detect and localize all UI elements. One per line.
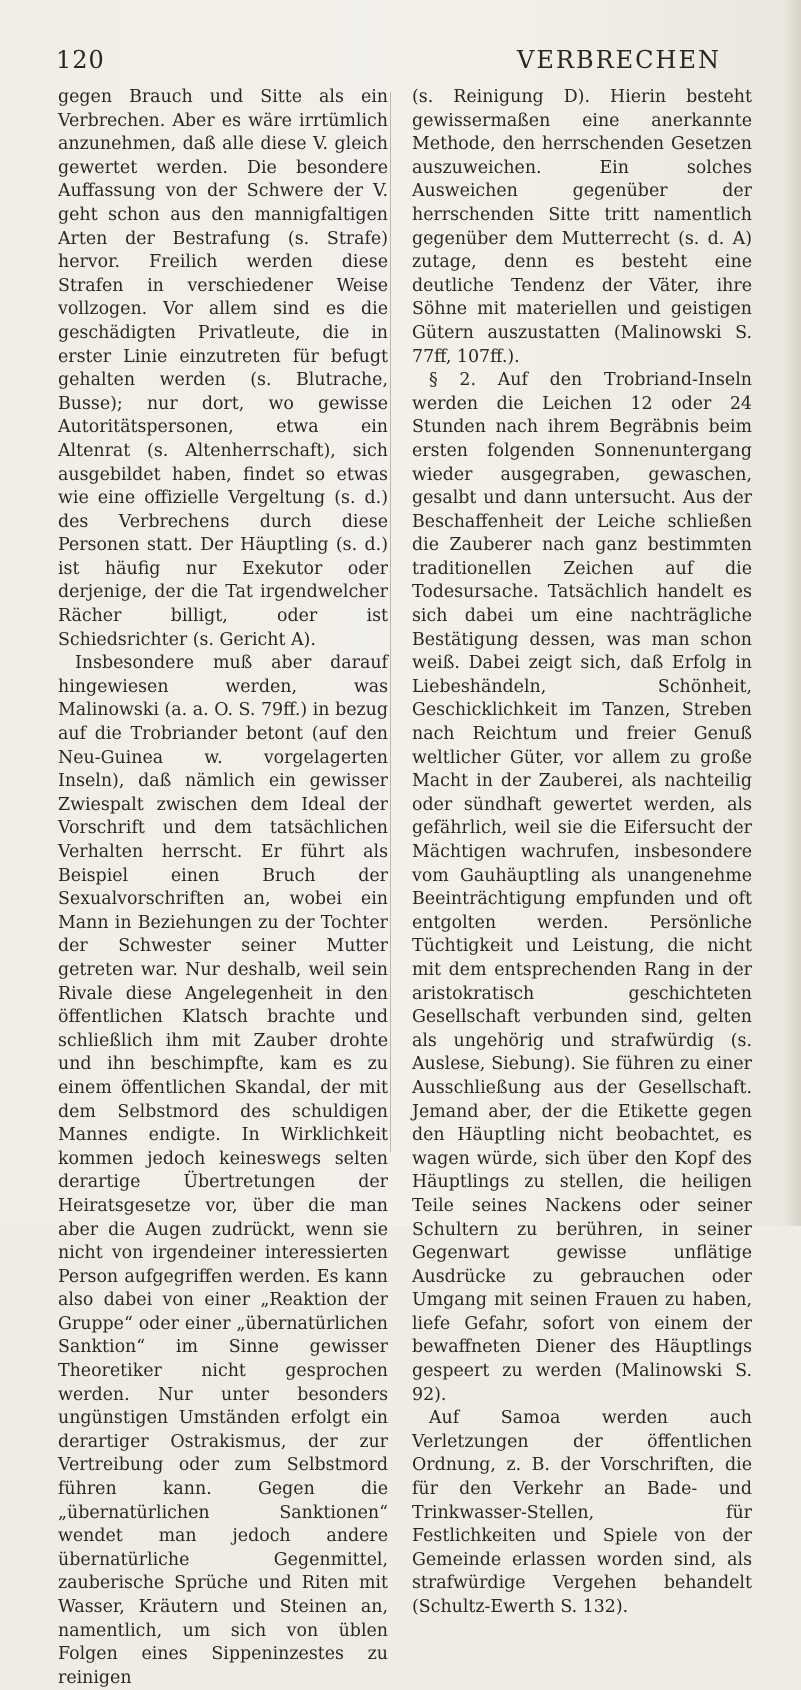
right-column: [412, 86, 752, 1620]
page-edge-shadow: [783, 0, 801, 1226]
right-paragraph-3: Auf Samoa werden auch Verletzungen der öffentlichen Ordnung, z. B. der Vorschriften, die für den Verkehr an Bade- und Trinkwasser-Stellen, für Festlichkeiten und Spiele von der Gemeinde erlassen worden sind, als strafwürdige Vergehen behandelt (Schultz-Ewerth S. 132).: [412, 1408, 752, 1617]
right-paragraph-1: (s. Reinigung D). Hierin besteht gewissermaßen eine anerkannte Methode, den herrschenden Gesetzen auszuweichen. Ein solches Ausweichen gegenüber der herrschenden Sitte tritt namentlich gegenüber dem Mutterrecht (s. d. A) zutage, denn es besteht eine deutliche Tendenz der Väter, ihre Söhne mit materiellen und geistigen Gütern auszustatten (Malinowski S. 77ff, 107ff.).: [412, 87, 752, 367]
column-divider: [390, 92, 391, 1152]
running-title: VERBRECHEN: [517, 46, 721, 74]
page-number: 120: [56, 46, 105, 74]
right-paragraph-2: § 2. Auf den Trobriand-Inseln werden die Leichen 12 oder 24 Stunden nach ihrem Begräbnis beim ersten folgenden Sonnenuntergang wieder ausgegraben, gewaschen, gesalbt und dann untersucht. Aus der Beschaffenheit der Leiche schließen die Zauberer nach ganz bestimmten traditionellen Zeichen auf die Todesursache. Tatsächlich handelt es sich dabei um eine nachträgliche Bestätigung dessen, was man schon weiß. Dabei zeigt sich, daß Erfolg in Liebeshändeln, Schönheit, Geschicklichkeit im Tanzen, Streben nach Reichtum und freier Genuß weltlicher Güter, vor allem zu große Macht in der Zauberei, als nachteilig oder sündhaft gewertet werden, als gefährlich, weil sie die Eifersucht der Mächtigen wachrufen, insbesondere vom Gauhäuptling als unangenehme Beeinträchtigung empfunden und oft entgolten werden. Persönliche Tüchtigkeit und Leistung, die nicht mit dem entsprechenden Rang in der aristokratisch geschichteten Gesellschaft verbunden sind, gelten als ungehörig und strafwürdig (s. Auslese, Siebung). Sie führen zu einer Ausschließung aus der Gesellschaft. Jemand aber, der die Etikette gegen den Häuptling nicht beobachtet, es wagen würde, sich über den Kopf des Häuptlings zu stellen, die heiligen Teile seines Nackens oder seiner Schultern zu berühren, in seiner Gegenwart gewisse unflätige Ausdrücke zu gebrauchen oder Umgang mit seinen Frauen zu haben, liefe Gefahr, sofort von einem der bewaffneten Diener des Häuptlings gespeert zu werden (Malinowski S. 92).: [412, 370, 752, 1405]
left-column: [58, 86, 388, 1690]
left-paragraph-1: gegen Brauch und Sitte als ein Verbrechen. Aber es wäre irrtümlich anzunehmen, daß alle diese V. gleich gewertet werden. Die besondere Auffassung von der Schwere der V. geht schon aus den mannigfaltigen Arten der Bestrafung (s. Strafe) hervor. Freilich werden diese Strafen in verschiedener Weise vollzogen. Vor allem sind es die geschädigten Privatleute, die in erster Linie einzutreten für befugt gehalten werden (s. Blutrache, Busse); nur dort, wo gewisse Autoritätspersonen, etwa ein Altenrat (s. Altenherrschaft), sich ausgebildet haben, findet so etwas wie eine offizielle Vergeltung (s. d.) des Verbrechens durch diese Personen statt. Der Häuptling (s. d.) ist häufig nur Exekutor oder derjenige, der die Tat irgendwelcher Rächer billigt, oder ist Schiedsrichter (s. Gericht A).: [58, 87, 388, 650]
left-paragraph-2: Insbesondere muß aber darauf hingewiesen werden, was Malinowski (a. a. O. S. 79ff.) in bezug auf die Trobriander betont (auf den Neu-Guinea w. vorgelagerten Inseln), daß nämlich ein gewisser Zwiespalt zwischen dem Ideal der Vorschrift und dem tatsächlichen Verhalten herrscht. Er führt als Beispiel einen Bruch der Sexualvorschriften an, wobei ein Mann in Beziehungen zu der Tochter der Schwester seiner Mutter getreten war. Nur deshalb, weil sein Rivale diese Angelegenheit in den öffentlichen Klatsch brachte und schließlich ihm mit Zauber drohte und ihn beschimpfte, kam es zu einem öffentlichen Skandal, der mit dem Selbstmord des schuldigen Mannes endigte. In Wirklichkeit kommen jedoch keineswegs selten derartige Übertretungen der Heiratsgesetze vor, über die man aber die Augen zudrückt, wenn sie nicht von irgendeiner interessierten Person aufgegriffen werden. Es kann also dabei von einer „Reaktion der Gruppe“ oder einer „übernatürlichen Sanktion“ im Sinne gewisser Theoretiker nicht gesprochen werden. Nur unter besonders ungünstigen Umständen erfolgt ein derartiger Ostrakismus, der zur Vertreibung oder zum Selbstmord führen kann. Gegen die „übernatürlichen Sanktionen“ wendet man jedoch andere übernatürliche Gegenmittel, zauberische Sprüche und Riten mit Wasser, Kräutern und Steinen an, namentlich, um sich von üblen Folgen eines Sippeninzestes zu reinigen: [58, 653, 388, 1688]
